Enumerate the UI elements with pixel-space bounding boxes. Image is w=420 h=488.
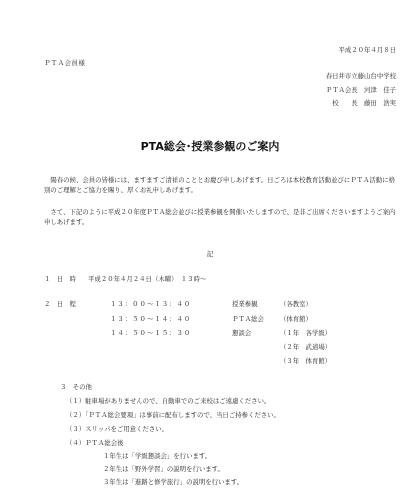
other-subitem: ２年生は「野外学習」の説明を行います。 — [103, 465, 224, 473]
section-schedule-label: ２ 日 程 — [44, 300, 76, 308]
section-datetime-label: １ 日 時 — [44, 275, 76, 283]
other-subitem: １年生は「学級懇談会」を行います。 — [103, 452, 212, 460]
ki-heading: 記 — [206, 250, 214, 258]
section-datetime — [44, 275, 206, 283]
letter-date: 平成２０年４月８日 — [338, 46, 396, 54]
greeting-paragraph: 陽春の候、会員の皆様には、ますますご清祥のこととお慶び申しあげます。日ごろは本校教育活動並びにＰＴＡ活動に格別のご理解とご協力を賜り、厚くお礼申しあげます。 — [44, 176, 395, 194]
schedule-row — [110, 329, 331, 337]
schedule-row — [110, 300, 312, 308]
page-title: PTA総会･授業参観のご案内 — [140, 140, 280, 153]
schedule-place: （体育館） — [280, 315, 312, 323]
other-item: （３）スリッパをご用意ください。 — [66, 425, 168, 433]
schedule-place: （１年 各学級） — [280, 329, 332, 337]
schedule-time: １４：５０～１５：３０ — [110, 329, 192, 337]
other-item: （１）駐車場がありませんので、自動車でのご来校はご遠慮ください。 — [66, 397, 271, 405]
schedule-event: ＰＴＡ総会 — [232, 315, 264, 323]
schedule-place: （各教室） — [280, 300, 312, 308]
addressee: ＰＴＡ会員様 — [44, 59, 86, 67]
schedule-row — [110, 315, 312, 323]
section-other-label: ３ その他 — [60, 383, 92, 391]
sender-principal: 校 長 藤田 浩実 — [332, 99, 396, 107]
sender-pta-president: ＰＴＡ会長 河津 佳子 — [325, 86, 396, 94]
other-item: （４）ＰＴＡ総会後 — [66, 439, 124, 447]
schedule-place: （２年 武道場） — [280, 343, 332, 351]
section-datetime-value: 平成２０年４月２４日（木曜） １３時～ — [88, 275, 207, 283]
schedule-time: １３：００～１３：４０ — [110, 300, 192, 308]
schedule-row — [110, 357, 331, 365]
schedule-time: １３：５０～１４：４０ — [110, 315, 192, 323]
invitation-paragraph: さて、下記のように平成２０年度ＰＴＡ総会並びに授業参観を開催いたしますので、是非ご出席くださいますようご案内申しあげます。 — [44, 208, 396, 226]
other-item: （２）「ＰＴＡ総会要項」は事前に配布しますので、当日ご持参ください。 — [66, 411, 280, 419]
other-subitem: ３年生は「進路と修学旅行」の説明を行います。 — [103, 478, 244, 486]
schedule-row — [110, 343, 331, 351]
schedule-event: 授業参観 — [232, 300, 258, 308]
schedule-place: （３年 体育館） — [280, 357, 332, 365]
sender-school: 春日井市立藤山台中学校 — [325, 72, 396, 80]
schedule-event: 懇談会 — [232, 329, 252, 337]
